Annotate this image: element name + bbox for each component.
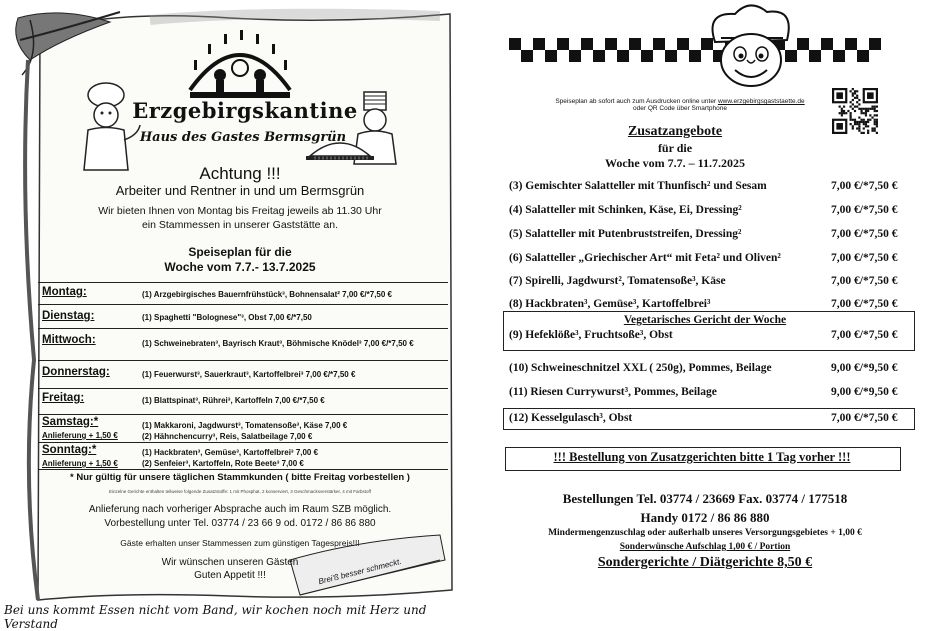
menu-item-price: 7,00 €/*7,50 € [831, 329, 898, 341]
wish-line-1: Wir wünschen unseren Gästen [161, 557, 299, 568]
menu-item-price: 7,00 €/*7,50 € [831, 298, 898, 310]
order-note: !!! Bestellung von Zusatzgerichten bitte 1 Tag vorher !!! [553, 450, 851, 464]
menu-item-name: (11) Riesen Currywurst³, Pommes, Beilage [509, 386, 717, 398]
menu-item-price: 9,00 €/*9,50 € [831, 362, 898, 374]
day-meal: (1) Arzgebirgisches Bauernfrühstück³, Bohnensalat² 7,00 €/*7,50 € [142, 290, 393, 299]
day-label: Mittwoch: [42, 334, 96, 346]
special-wish-line: Sonderwünsche Aufschlag 1,00 € / Portion [619, 542, 791, 552]
menu-item-price: 7,00 €/*7,50 € [831, 252, 898, 264]
menu-item-name: (7) Spirelli, Jagdwurst², Tomatensoße³, Käse [509, 275, 726, 287]
day-label: Freitag: [42, 392, 85, 404]
day-row-tuesday [38, 304, 448, 328]
attention-heading: Achtung !!! [199, 164, 281, 183]
chef-head-icon [695, 2, 805, 90]
day-label: Montag: [42, 286, 87, 298]
online-note-qr: oder QR Code über Smartphone [633, 105, 727, 112]
right-menu-page [465, 0, 930, 620]
day-label: Dienstag: [42, 310, 95, 322]
menu-item-name: (10) Schweineschnitzel XXL ( 250g), Pommes, Beilage [509, 362, 772, 374]
day-row-saturday [38, 414, 448, 442]
additives-fineprint: Einzelne Gerichte enthalten teilweise folgende Zusatzstoffe: 1 mit Phosphat, 2 konserviert, 3 Geschmacksverstärker, 4 mit Farbstoff [109, 489, 371, 494]
menu-item-name: (9) Hefeklöße³, Fruchtsoße³, Obst [509, 329, 673, 341]
day-label: Sonntag:* [42, 444, 97, 456]
day-meal: (1) Makkaroni, Jagdwurst³, Tomatensoße³, Käse 7,00 € [142, 421, 348, 430]
menu-item-name: (5) Salatteller mit Putenbruststreifen, Dressing² [509, 228, 742, 240]
delivery-surcharge: Anlieferung + 1,50 € [42, 459, 118, 468]
order-handy: Handy 0172 / 86 86 880 [640, 510, 770, 525]
menu-item-price: 7,00 €/*7,50 € [831, 228, 898, 240]
menu-item-price: 7,00 €/*7,50 € [831, 275, 898, 287]
extras-title: Zusatzangebote [627, 124, 723, 139]
surcharge-line: Mindermengenzuschlag oder außerhalb unseres Versorgungsgebietes + 1,00 € [548, 528, 862, 538]
extras-for: für die [657, 141, 693, 155]
day-meal: (1) Spaghetti "Bolognese"³, Obst 7,00 €/*7,50 [142, 313, 312, 322]
menu-item-name: (4) Salatteller mit Schinken, Käse, Ei, Dressing² [509, 204, 742, 216]
menu-item-price: 7,00 €/*7,50 € [831, 180, 898, 192]
menu-item-name: (3) Gemischter Salatteller mit Thunfisch² und Sesam [509, 180, 767, 192]
menu-item-name: (6) Salatteller „Griechischer Art“ mit Feta² und Oliven² [509, 252, 781, 264]
menu-item-price: 9,00 €/*9,50 € [831, 386, 898, 398]
day-meal: (2) Hähnchencurry³, Reis, Salatbeilage 7,00 € [142, 432, 313, 441]
qr-code-icon[interactable] [832, 88, 878, 134]
workers-line: Arbeiter und Rentner in und um Bermsgrün [115, 183, 365, 198]
day-row-friday [38, 388, 448, 414]
day-meal: (1) Hackbraten³, Gemüse³, Kartoffelbrei³ 7,00 € [142, 448, 319, 457]
day-meal: (1) Feuerwurst³, Sauerkraut³, Kartoffelbrei³ 7,00 €/*7,50 € [142, 370, 356, 379]
regulars-note: * Nur gültig für unsere täglichen Stammkunden ( bitte Freitag vorbestellen ) [70, 472, 410, 483]
day-row-sunday [38, 442, 448, 470]
plan-week: Woche vom 7.7.- 13.7.2025 [164, 260, 316, 274]
vegetarian-heading: Vegetarisches Gericht der Woche [623, 314, 787, 326]
wish-line-2: Guten Appetit !!! [194, 570, 266, 581]
page-subtitle: Haus des Gastes Bermsgrün [139, 130, 347, 145]
day-row-wednesday [38, 328, 448, 360]
day-row-thursday [38, 360, 448, 388]
order-phone: Bestellungen Tel. 03774 / 23669 Fax. 03774 / 177518 [562, 491, 848, 506]
menu-item-name: (8) Hackbraten³, Gemüse³, Kartoffelbrei³ [509, 298, 711, 310]
day-row-monday [38, 282, 448, 304]
intro-line-2: ein Stammessen in unserer Gaststätte an. [141, 219, 339, 231]
delivery-line-1: Anlieferung nach vorheriger Absprache auch im Raum SZB möglich. [88, 504, 392, 515]
delivery-line-2: Vorbestellung unter Tel. 03774 / 23 66 9 od. 0172 / 86 86 880 [104, 518, 376, 529]
intro-line-1: Wir bieten Ihnen von Montag bis Freitag jeweils ab 11.30 Uhr [98, 205, 382, 217]
special-diet-line: Sondergerichte / Diätgerichte 8,50 € [597, 555, 813, 570]
online-note [505, 98, 855, 112]
day-label: Samstag:* [42, 416, 99, 428]
day-label: Donnerstag: [42, 366, 110, 378]
menu-item-name: (12) Kesselgulasch³, Obst [509, 412, 633, 424]
guests-line: Gäste erhalten unser Stammessen zum günstigen Tagespreis!!! [120, 538, 360, 548]
day-meal: (1) Blattspinat³, Rührei³, Kartoffeln 7,00 €/*7,50 € [142, 396, 325, 405]
day-meal: (1) Schweinebraten³, Bayrisch Kraut³, Böhmische Knödel³ 7,00 €/*7,50 € [142, 339, 414, 348]
day-meal: (2) Senfeier³, Kartoffeln, Rote Beete³ 7,00 € [142, 459, 304, 468]
menu-item-price: 7,00 €/*7,50 € [831, 412, 898, 424]
delivery-surcharge: Anlieferung + 1,50 € [42, 431, 118, 440]
menu-item-price: 7,00 €/*7,50 € [831, 204, 898, 216]
online-note-prefix: Speiseplan ab sofort auch zum Ausdrucken online unter [555, 98, 718, 105]
website-link[interactable]: www.erzgebirgsgaststaette.de [717, 98, 805, 105]
extras-week: Woche vom 7.7. – 11.7.2025 [605, 156, 745, 170]
page-title: Erzgebirgskantine [132, 98, 358, 123]
plan-title: Speiseplan für die [188, 245, 292, 259]
scroll-caption: Brei'ß besser schmeckt. [317, 556, 403, 587]
slogan: Bei uns kommt Essen nicht vom Band, wir kochen noch mit Herz und Verstand [4, 603, 427, 631]
checkered-band [509, 38, 879, 62]
